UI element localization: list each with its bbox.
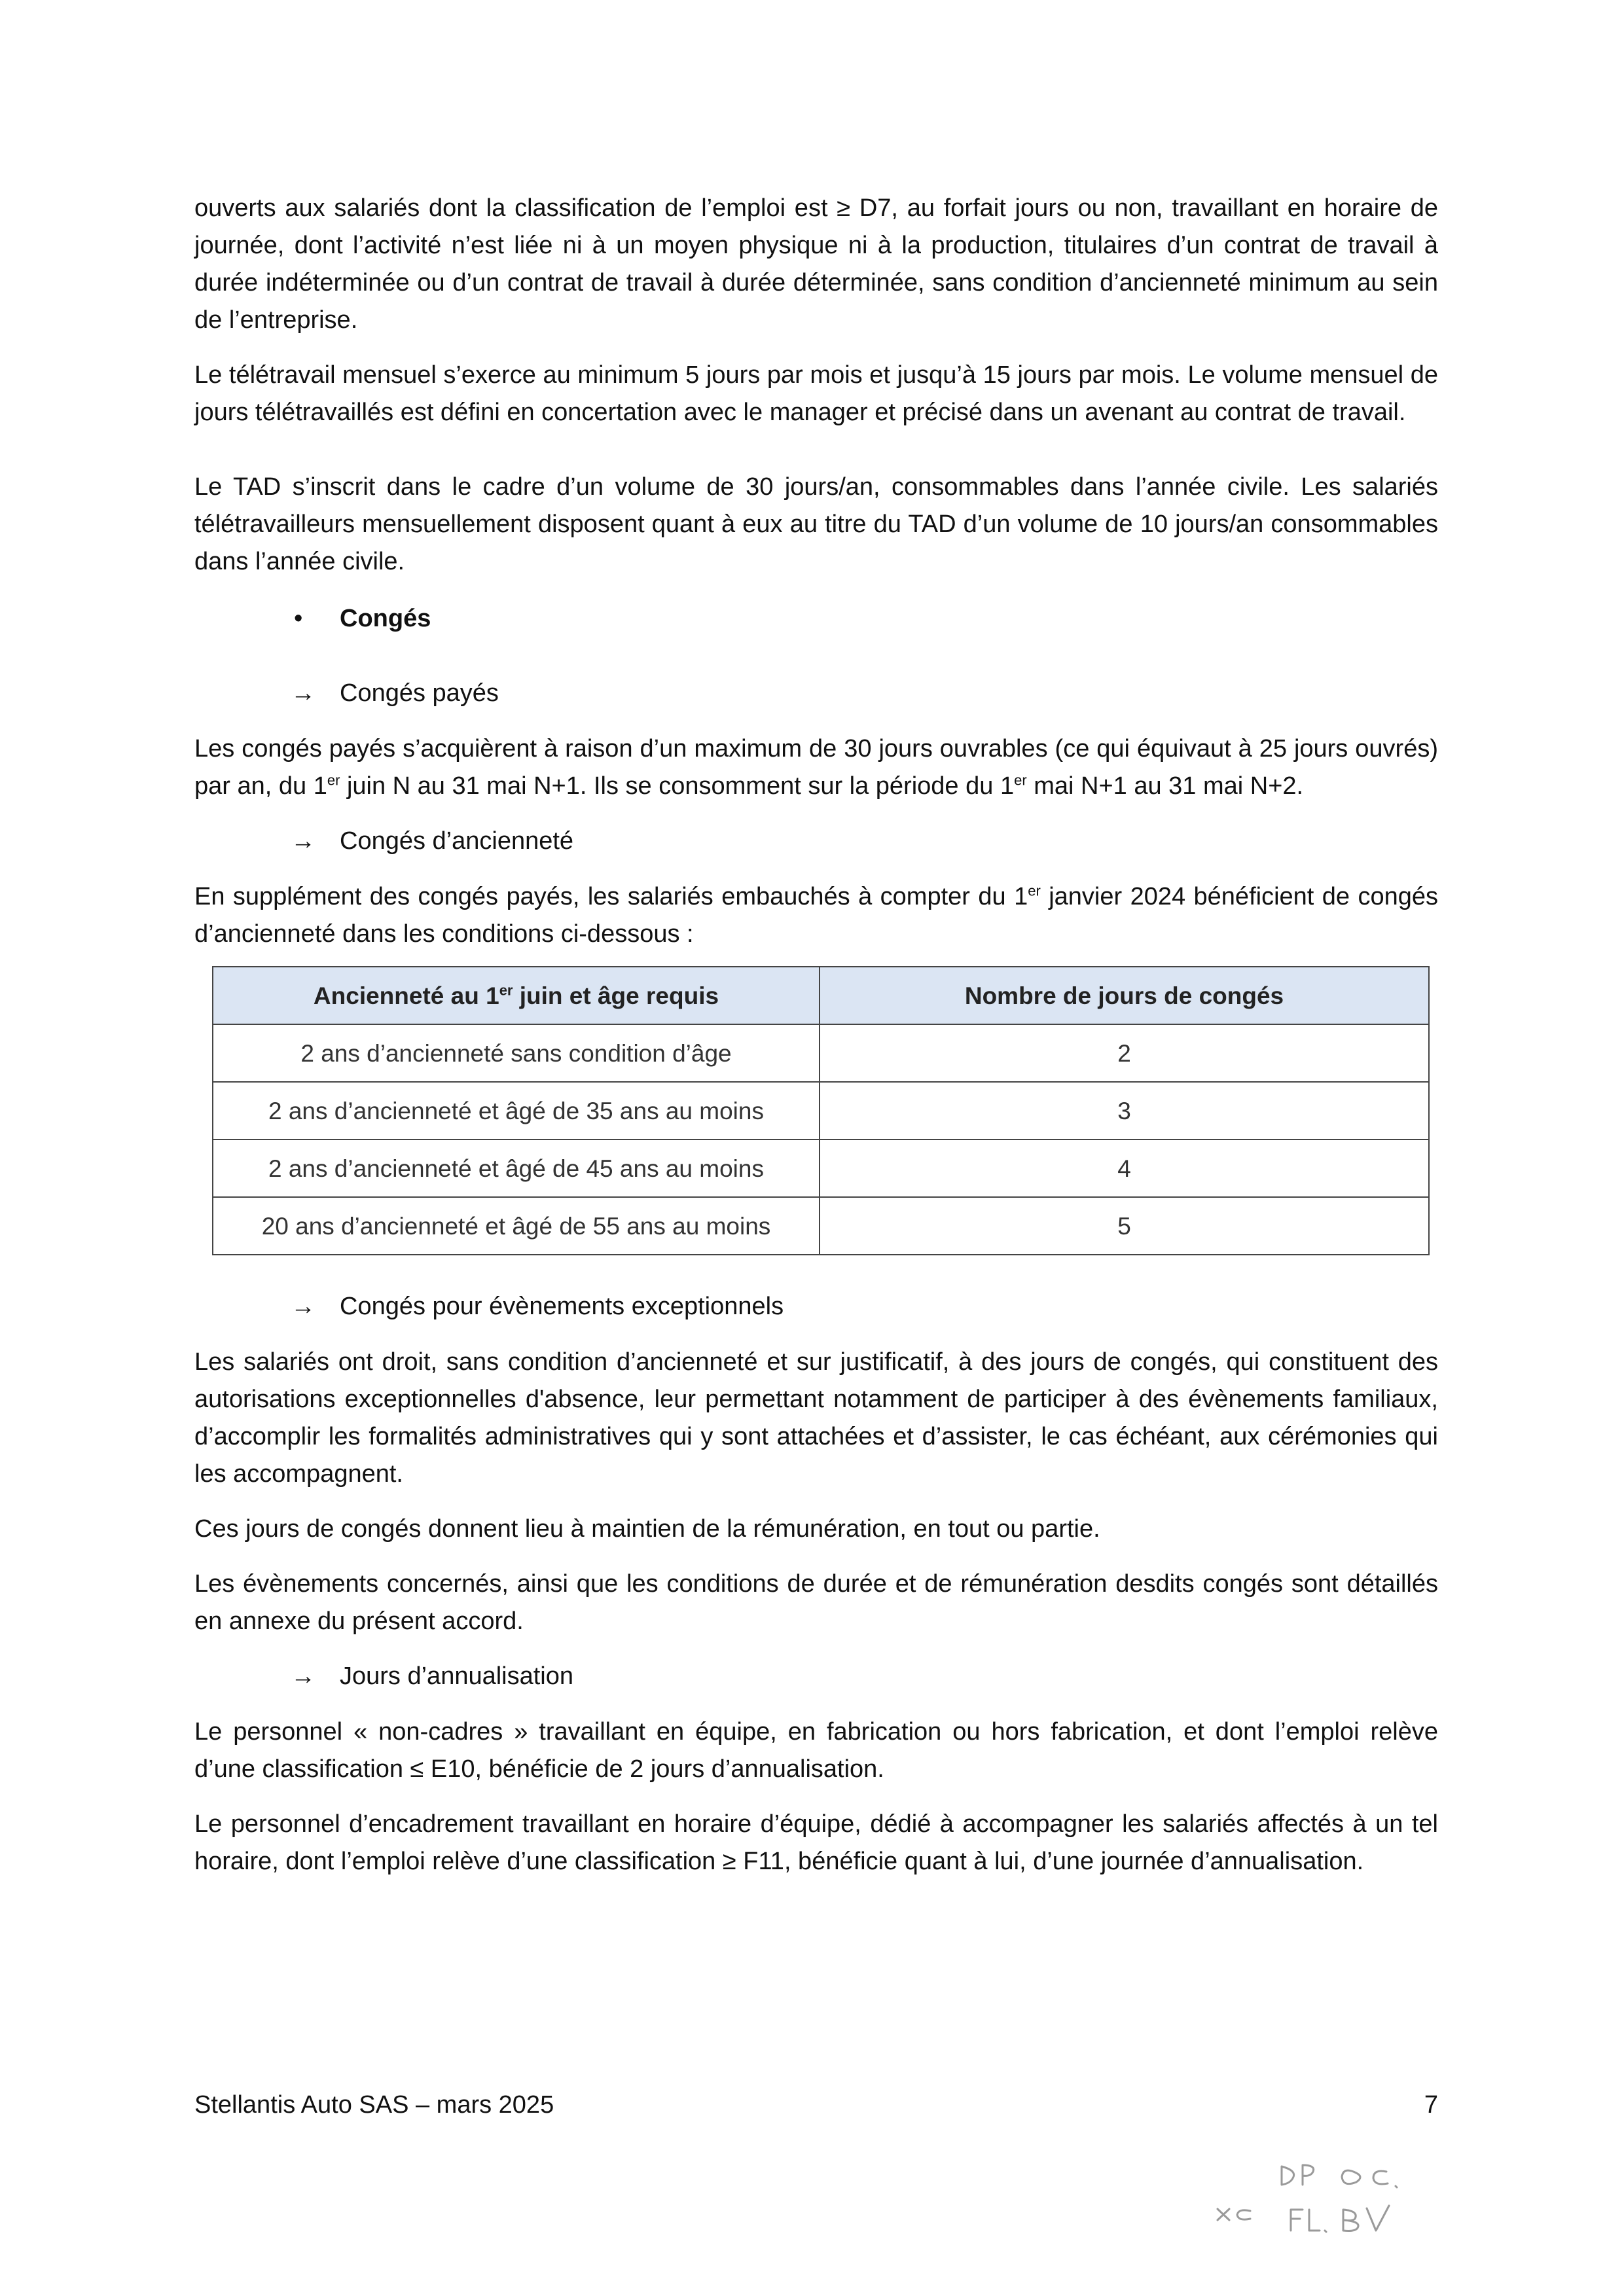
arrow-right-icon: →: [291, 679, 316, 707]
paragraph-annualisation-encadrement: Le personnel d’encadrement travaillant en horaire d’équipe, dédié à accompagner les salariés affectés à un tel horaire, dont l’emploi relève d’une classification ≥ F11, bénéficie quant à lui, d’une journée d’annualisation.: [194, 1810, 1438, 1875]
table-row: [213, 1082, 1429, 1139]
bullet-icon: •: [294, 605, 303, 632]
subheading-conges-anciennete: [194, 823, 1438, 860]
table-row: [213, 1024, 1429, 1082]
table-cell-condition: 2 ans d’ancienneté et âgé de 35 ans au moins: [213, 1082, 820, 1139]
handwritten-initials: [1204, 2147, 1440, 2238]
table-cell-days: 2: [820, 1024, 1429, 1082]
section-heading-conges: Congés: [340, 605, 431, 632]
paragraph-exceptionnels-droit: Les salariés ont droit, sans condition d’ancienneté et sur justificatif, à des jours de congés, qui constituent des autorisations exceptionnelles d'absence, leur permettant notamment de participer à des évènements familiaux, d’accomplir les formalités administratives qui y sont attachées et d’assister, le cas échéant, aux cérémonies qui les accompagnent.: [194, 1348, 1438, 1488]
paragraph-conges-payes: Les congés payés s’acquièrent à raison d’un maximum de 30 jours ouvrables (ce qui équivaut à 25 jours ouvrés) par an, du 1er juin N au 31 mai N+1. Ils se consomment sur la période du 1er mai N+1 au 31 mai N+2.: [194, 735, 1438, 800]
subheading-conges-payes: [194, 675, 1438, 712]
table-header-row: [213, 967, 1429, 1024]
table-header-jours: Nombre de jours de congés: [820, 967, 1429, 1024]
table-cell-condition: 20 ans d’ancienneté et âgé de 55 ans au moins: [213, 1197, 820, 1255]
paragraph-teletravail-eligibility: ouverts aux salariés dont la classification de l’emploi est ≥ D7, au forfait jours ou non, travaillant en horaire de journée, dont l’activité n’est liée ni à un moyen physique ni à la production, titulaires d’un contrat de travail à durée indéterminée ou d’un contrat de travail à durée déterminée, sans condition d’ancienneté minimum au sein de l’entreprise.: [194, 194, 1438, 334]
table-cell-days: 5: [820, 1197, 1429, 1255]
subheading-conges-exceptionnels: [194, 1288, 1438, 1325]
subheading-label: Congés payés: [340, 679, 499, 707]
subheading-annualisation: [194, 1658, 1438, 1695]
anciennete-table: [212, 966, 1430, 1255]
table-row: [213, 1197, 1429, 1255]
paragraph-exceptionnels-annexe: Les évènements concernés, ainsi que les conditions de durée et de rémunération desdits congés sont détaillés en annexe du présent accord.: [194, 1570, 1438, 1635]
arrow-right-icon: →: [291, 1293, 316, 1320]
subheading-label: Congés pour évènements exceptionnels: [340, 1293, 784, 1320]
paragraph-teletravail-mensuel: Le télétravail mensuel s’exerce au minimum 5 jours par mois et jusqu’à 15 jours par mois. Le volume mensuel de jours télétravaillés est défini en concertation avec le manager et précisé dans un avenant au contrat de travail.: [194, 361, 1438, 426]
subheading-label: Jours d’annualisation: [340, 1662, 574, 1690]
initials-strokes: [1218, 2165, 1397, 2232]
paragraph-tad: Le TAD s’inscrit dans le cadre d’un volume de 30 jours/an, consommables dans l’année civile. Les salariés télétravailleurs mensuellement disposent quant à eux au titre du TAD d’un volume de 10 jours/an consommables dans l’année civile.: [194, 473, 1438, 575]
footer-company-date: Stellantis Auto SAS – mars 2025: [194, 2091, 554, 2119]
page-number: 7: [1424, 2091, 1438, 2119]
arrow-right-icon: →: [291, 1662, 316, 1690]
table-cell-condition: 2 ans d’ancienneté sans condition d’âge: [213, 1024, 820, 1082]
page-footer: [194, 2087, 1438, 2124]
paragraph-annualisation-non-cadres: Le personnel « non-cadres » travaillant en équipe, en fabrication ou hors fabrication, et dont l’emploi relève d’une classification ≤ E10, bénéficie de 2 jours d’annualisation.: [194, 1718, 1438, 1783]
table-cell-condition: 2 ans d’ancienneté et âgé de 45 ans au moins: [213, 1139, 820, 1197]
section-conges-bullet: [194, 600, 1438, 637]
paragraph-conges-anciennete: En supplément des congés payés, les salariés embauchés à compter du 1er janvier 2024 bénéficient de congés d’ancienneté dans les conditions ci-dessous :: [194, 882, 1438, 948]
table-cell-days: 4: [820, 1139, 1429, 1197]
table-row: [213, 1139, 1429, 1197]
page-content: [194, 190, 1438, 1880]
paragraph-exceptionnels-remuneration: Ces jours de congés donnent lieu à maintien de la rémunération, en tout ou partie.: [194, 1515, 1100, 1543]
subheading-label: Congés d’ancienneté: [340, 827, 574, 855]
arrow-right-icon: →: [291, 827, 316, 855]
table-header-anciennete: Ancienneté au 1er juin et âge requis: [213, 967, 820, 1024]
table-cell-days: 3: [820, 1082, 1429, 1139]
